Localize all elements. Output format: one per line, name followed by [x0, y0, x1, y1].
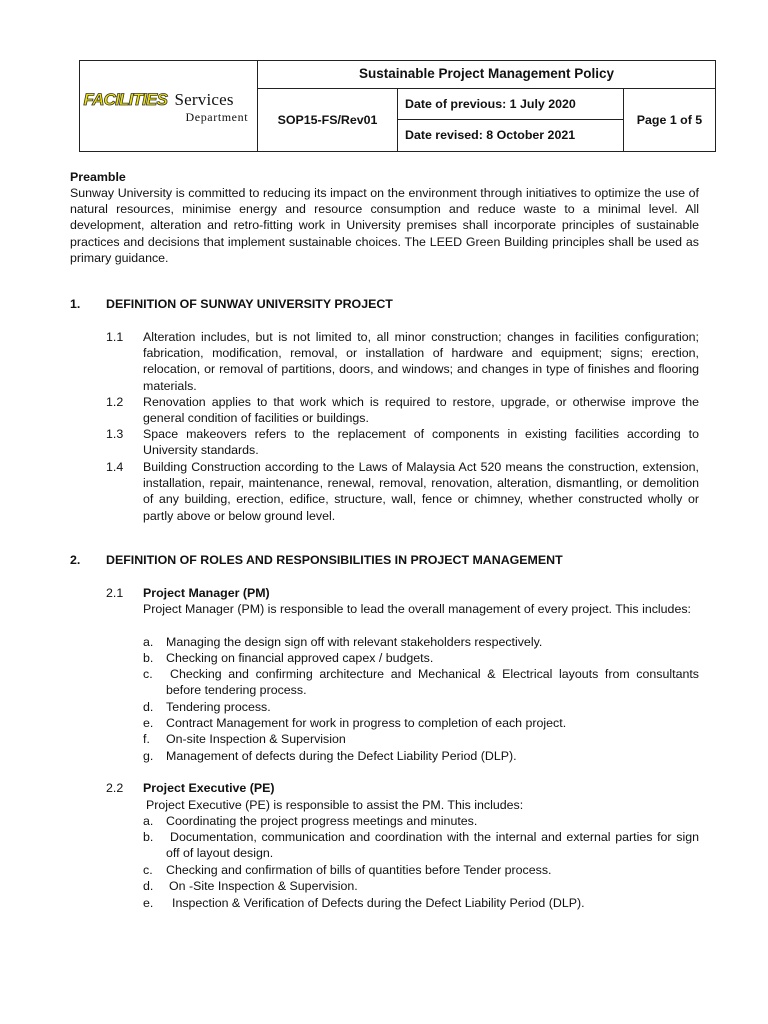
- clause-text: Space makeovers refers to the replacement of components in existing facilities according to University standards.: [143, 427, 699, 458]
- clause-number: 1.4: [106, 460, 124, 474]
- list-item: On -Site Inspection & Supervision.: [169, 879, 358, 893]
- list-letter: f.: [143, 732, 150, 746]
- logo-facilities-word: FACILITIES: [83, 90, 168, 109]
- role-intro-pm: Project Manager (PM) is responsible to lead the overall management of every project. This includes:: [143, 602, 691, 616]
- list-letter: e.: [143, 896, 154, 910]
- list-item: On-site Inspection & Supervision: [166, 732, 346, 746]
- clause-text: Renovation applies to that work which is required to restore, upgrade, or otherwise improve the general condition of facilities or buildings.: [143, 395, 699, 426]
- document-header-table: [79, 60, 716, 152]
- clause-number: 1.1: [106, 330, 124, 344]
- document-code: SOP15-FS/Rev01: [258, 89, 398, 151]
- list-letter: d.: [143, 879, 154, 893]
- clause-number: 2.2: [106, 781, 124, 795]
- clause-number: 1.2: [106, 395, 124, 409]
- role-intro-pe: Project Executive (PE) is responsible to assist the PM. This includes:: [146, 798, 524, 812]
- clause-number: 1.3: [106, 427, 124, 441]
- section-2-number: 2.: [70, 553, 81, 567]
- department-logo: [80, 61, 258, 151]
- list-letter: b.: [143, 830, 154, 844]
- logo-department-word: Department: [185, 110, 249, 124]
- list-item: Checking on financial approved capex / budgets.: [166, 651, 434, 665]
- list-item: Contract Management for work in progress to completion of each project.: [166, 716, 567, 730]
- list-letter: a.: [143, 814, 154, 828]
- list-item: Tendering process.: [166, 700, 271, 714]
- list-item: Checking and confirmation of bills of quantities before Tender process.: [166, 863, 552, 877]
- date-previous: Date of previous: 1 July 2020: [398, 89, 624, 120]
- section-1-number: 1.: [70, 297, 81, 311]
- list-letter: a.: [143, 635, 154, 649]
- list-letter: e.: [143, 716, 154, 730]
- date-revised: Date revised: 8 October 2021: [398, 120, 624, 151]
- list-letter: d.: [143, 700, 154, 714]
- list-item: Checking and confirming architecture and Mechanical & Electrical layouts from consultants before tendering process.: [166, 667, 699, 698]
- list-letter: c.: [143, 667, 153, 681]
- clause-text: Building Construction according to the Laws of Malaysia Act 520 means the construction, extension, installation, repair, maintenance, renewal, removal, renovation, alteration, dismantling, or demolition of any building, erection, edifice, structure, wall, fence or chimney, whether constructed wholly or partly above or below ground level.: [143, 460, 699, 523]
- section-2-heading: DEFINITION OF ROLES AND RESPONSIBILITIES IN PROJECT MANAGEMENT: [106, 553, 563, 567]
- clause-number: 2.1: [106, 586, 124, 600]
- list-item: Managing the design sign off with relevant stakeholders respectively.: [166, 635, 543, 649]
- list-item: Documentation, communication and coordination with the internal and external parties for sign off of layout design.: [166, 830, 699, 861]
- role-title-pe: Project Executive (PE): [143, 781, 275, 795]
- role-title-pm: Project Manager (PM): [143, 586, 270, 600]
- list-letter: c.: [143, 863, 153, 877]
- list-letter: b.: [143, 651, 154, 665]
- list-letter: g.: [143, 749, 154, 763]
- preamble-heading: Preamble: [70, 170, 126, 184]
- clause-text: Alteration includes, but is not limited to, all minor construction; changes in facilities configuration; fabrication, modification, removal, or installation of hardware and equipment; signs; erection, relocation, or removal of partitions, doors, and windows; and changes in type of finishes and flooring materials.: [143, 330, 699, 393]
- list-item: Coordinating the project progress meetings and minutes.: [166, 814, 478, 828]
- section-1-heading: DEFINITION OF SUNWAY UNIVERSITY PROJECT: [106, 297, 393, 311]
- list-item: Inspection & Verification of Defects during the Defect Liability Period (DLP).: [172, 896, 585, 910]
- document-title: Sustainable Project Management Policy: [258, 61, 715, 89]
- preamble-text: Sunway University is committed to reducing its impact on the environment through initiatives to optimize the use of natural resources, minimise energy and resource consumption and reduce waste to a minimal level. All development, alteration and retro-fitting work in University premises shall incorporate principles of sustainable practices and decisions that implement sustainable choices. The LEED Green Building principles shall be used as primary guidance.: [70, 186, 699, 265]
- logo-services-word: Services: [174, 90, 234, 109]
- list-item: Management of defects during the Defect Liability Period (DLP).: [166, 749, 517, 763]
- page-number: Page 1 of 5: [636, 112, 703, 127]
